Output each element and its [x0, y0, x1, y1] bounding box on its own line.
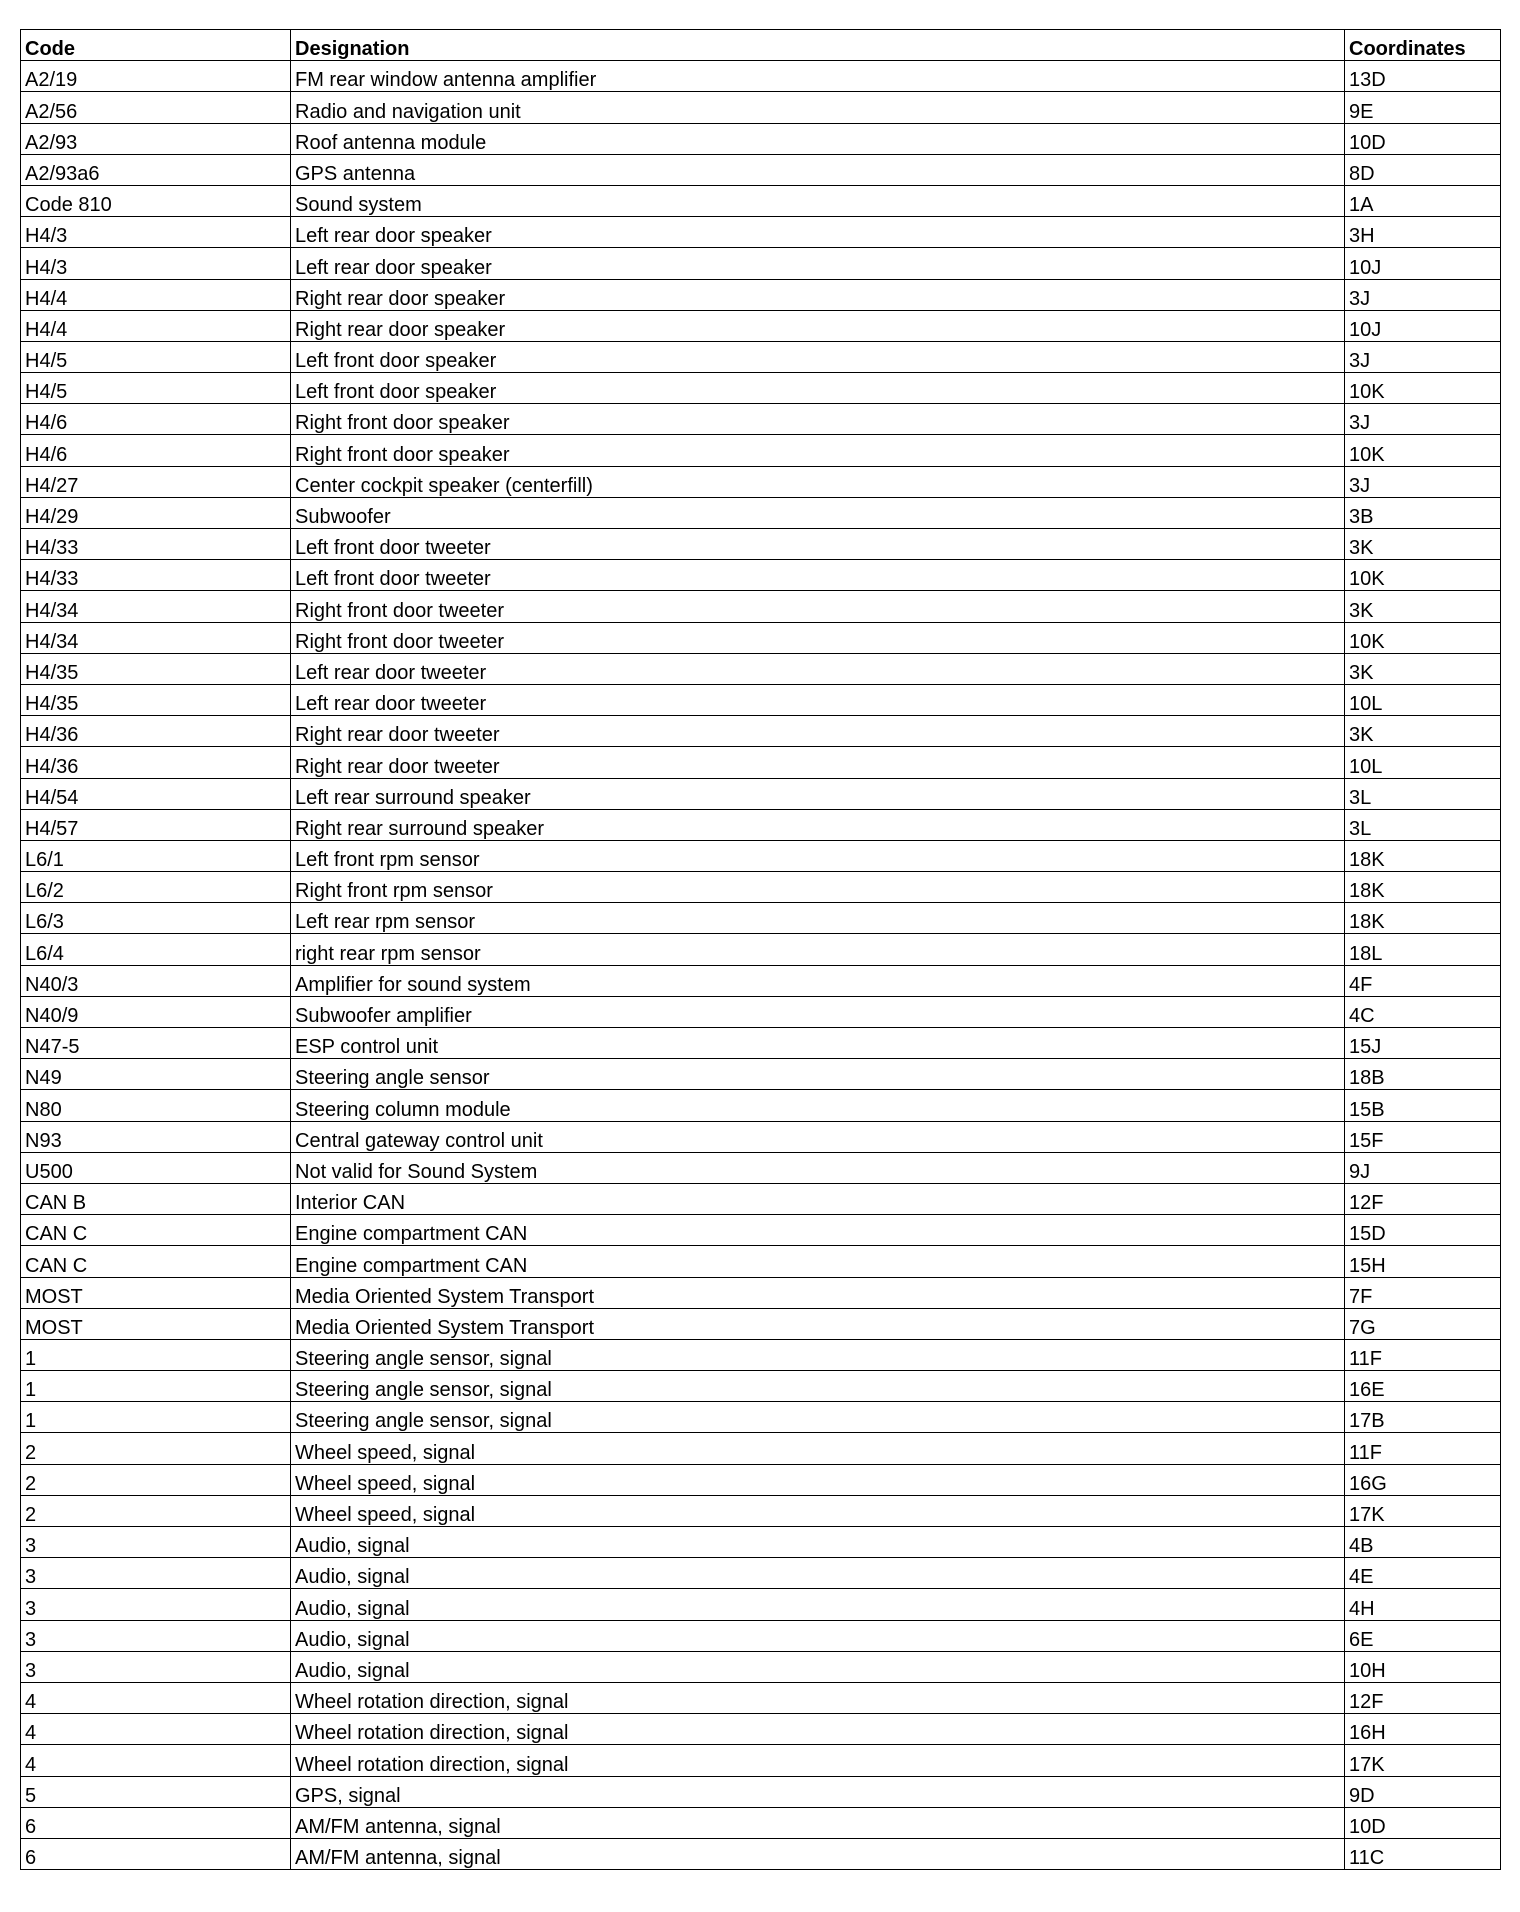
cell-designation: Right front door speaker	[291, 404, 1345, 435]
cell-coordinates: 1A	[1345, 185, 1501, 216]
cell-coordinates: 18K	[1345, 872, 1501, 903]
table-row	[21, 1776, 1501, 1807]
cell-designation: Audio, signal	[291, 1558, 1345, 1589]
cell-code: L6/3	[21, 903, 291, 934]
cell-coordinates: 11C	[1345, 1838, 1501, 1869]
cell-designation: Steering angle sensor, signal	[291, 1402, 1345, 1433]
cell-code: H4/35	[21, 684, 291, 715]
cell-code: 2	[21, 1433, 291, 1464]
table-row	[21, 1059, 1501, 1090]
table-row	[21, 217, 1501, 248]
cell-code: H4/5	[21, 373, 291, 404]
cell-coordinates: 4F	[1345, 965, 1501, 996]
table-row	[21, 1651, 1501, 1682]
table-row	[21, 1121, 1501, 1152]
cell-coordinates: 16H	[1345, 1714, 1501, 1745]
cell-code: H4/33	[21, 529, 291, 560]
table-row	[21, 1589, 1501, 1620]
cell-code: 2	[21, 1464, 291, 1495]
cell-coordinates: 17B	[1345, 1402, 1501, 1433]
cell-designation: Subwoofer amplifier	[291, 996, 1345, 1027]
table-body	[21, 61, 1501, 1870]
cell-code: 1	[21, 1339, 291, 1370]
cell-coordinates: 11F	[1345, 1339, 1501, 1370]
cell-code: H4/33	[21, 560, 291, 591]
cell-designation: Right rear surround speaker	[291, 809, 1345, 840]
cell-code: 6	[21, 1807, 291, 1838]
cell-coordinates: 3K	[1345, 529, 1501, 560]
cell-code: H4/36	[21, 747, 291, 778]
cell-code: CAN C	[21, 1246, 291, 1277]
table-row	[21, 1838, 1501, 1869]
cell-designation: Wheel rotation direction, signal	[291, 1682, 1345, 1713]
table-row	[21, 310, 1501, 341]
cell-code: 4	[21, 1745, 291, 1776]
cell-designation: Center cockpit speaker (centerfill)	[291, 466, 1345, 497]
table-row	[21, 497, 1501, 528]
cell-designation: Right rear door tweeter	[291, 747, 1345, 778]
table-row	[21, 778, 1501, 809]
table-row	[21, 1527, 1501, 1558]
table-row	[21, 61, 1501, 92]
table-row	[21, 1215, 1501, 1246]
cell-coordinates: 17K	[1345, 1495, 1501, 1526]
cell-designation: Left rear surround speaker	[291, 778, 1345, 809]
table-row	[21, 1433, 1501, 1464]
cell-coordinates: 6E	[1345, 1620, 1501, 1651]
cell-designation: Right front door tweeter	[291, 622, 1345, 653]
cell-code: A2/93	[21, 123, 291, 154]
header-designation: Designation	[291, 30, 1345, 61]
cell-designation: Right rear door speaker	[291, 279, 1345, 310]
cell-coordinates: 3B	[1345, 497, 1501, 528]
cell-coordinates: 10L	[1345, 747, 1501, 778]
cell-coordinates: 3L	[1345, 809, 1501, 840]
cell-code: H4/35	[21, 653, 291, 684]
table-row	[21, 1402, 1501, 1433]
cell-code: 2	[21, 1495, 291, 1526]
table-row	[21, 92, 1501, 123]
cell-coordinates: 4E	[1345, 1558, 1501, 1589]
cell-coordinates: 15H	[1345, 1246, 1501, 1277]
cell-code: A2/56	[21, 92, 291, 123]
cell-coordinates: 10K	[1345, 373, 1501, 404]
table-row	[21, 1495, 1501, 1526]
cell-code: H4/4	[21, 279, 291, 310]
table-row	[21, 1028, 1501, 1059]
cell-code: H4/34	[21, 622, 291, 653]
cell-designation: Steering angle sensor, signal	[291, 1339, 1345, 1370]
cell-code: 3	[21, 1620, 291, 1651]
cell-coordinates: 4B	[1345, 1527, 1501, 1558]
cell-code: 4	[21, 1682, 291, 1713]
cell-designation: Right rear door tweeter	[291, 716, 1345, 747]
table-row	[21, 1152, 1501, 1183]
component-legend-table	[20, 29, 1501, 1870]
table-row	[21, 435, 1501, 466]
cell-designation: Subwoofer	[291, 497, 1345, 528]
cell-code: N80	[21, 1090, 291, 1121]
cell-coordinates: 3K	[1345, 653, 1501, 684]
cell-code: H4/57	[21, 809, 291, 840]
cell-code: L6/4	[21, 934, 291, 965]
cell-code: Code 810	[21, 185, 291, 216]
cell-designation: Left front door speaker	[291, 373, 1345, 404]
cell-coordinates: 18L	[1345, 934, 1501, 965]
table-row	[21, 1745, 1501, 1776]
cell-designation: Audio, signal	[291, 1589, 1345, 1620]
cell-designation: ESP control unit	[291, 1028, 1345, 1059]
table-row	[21, 934, 1501, 965]
cell-designation: Wheel speed, signal	[291, 1495, 1345, 1526]
cell-code: N93	[21, 1121, 291, 1152]
cell-code: H4/6	[21, 404, 291, 435]
cell-coordinates: 15D	[1345, 1215, 1501, 1246]
cell-designation: Left front door tweeter	[291, 560, 1345, 591]
cell-coordinates: 15F	[1345, 1121, 1501, 1152]
table-row	[21, 341, 1501, 372]
table-row	[21, 1807, 1501, 1838]
cell-code: A2/93a6	[21, 154, 291, 185]
table-row	[21, 529, 1501, 560]
cell-code: H4/27	[21, 466, 291, 497]
cell-designation: Roof antenna module	[291, 123, 1345, 154]
table-row	[21, 1682, 1501, 1713]
cell-code: H4/6	[21, 435, 291, 466]
cell-code: 4	[21, 1714, 291, 1745]
cell-coordinates: 7F	[1345, 1277, 1501, 1308]
table-row	[21, 622, 1501, 653]
cell-code: MOST	[21, 1308, 291, 1339]
table-row	[21, 872, 1501, 903]
cell-designation: Wheel rotation direction, signal	[291, 1745, 1345, 1776]
cell-designation: Amplifier for sound system	[291, 965, 1345, 996]
cell-code: U500	[21, 1152, 291, 1183]
table-row	[21, 903, 1501, 934]
cell-designation: Left rear door speaker	[291, 217, 1345, 248]
cell-code: L6/1	[21, 840, 291, 871]
cell-coordinates: 7G	[1345, 1308, 1501, 1339]
cell-coordinates: 10K	[1345, 435, 1501, 466]
cell-designation: Interior CAN	[291, 1183, 1345, 1214]
table-row	[21, 1308, 1501, 1339]
cell-designation: Left rear rpm sensor	[291, 903, 1345, 934]
cell-code: 3	[21, 1558, 291, 1589]
cell-designation: FM rear window antenna amplifier	[291, 61, 1345, 92]
table-row	[21, 747, 1501, 778]
cell-designation: Audio, signal	[291, 1620, 1345, 1651]
cell-code: H4/5	[21, 341, 291, 372]
table-row	[21, 1558, 1501, 1589]
cell-code: 5	[21, 1776, 291, 1807]
cell-code: H4/3	[21, 248, 291, 279]
table-header-row	[21, 30, 1501, 61]
cell-coordinates: 3L	[1345, 778, 1501, 809]
cell-coordinates: 10L	[1345, 684, 1501, 715]
cell-coordinates: 12F	[1345, 1183, 1501, 1214]
cell-code: H4/36	[21, 716, 291, 747]
cell-designation: Engine compartment CAN	[291, 1215, 1345, 1246]
table-row	[21, 185, 1501, 216]
table-row	[21, 1339, 1501, 1370]
cell-code: 3	[21, 1589, 291, 1620]
cell-coordinates: 8D	[1345, 154, 1501, 185]
cell-coordinates: 17K	[1345, 1745, 1501, 1776]
cell-coordinates: 3K	[1345, 591, 1501, 622]
cell-designation: GPS antenna	[291, 154, 1345, 185]
cell-code: 6	[21, 1838, 291, 1869]
cell-designation: Left front rpm sensor	[291, 840, 1345, 871]
cell-code: H4/3	[21, 217, 291, 248]
cell-code: 1	[21, 1402, 291, 1433]
cell-coordinates: 3J	[1345, 341, 1501, 372]
cell-designation: AM/FM antenna, signal	[291, 1807, 1345, 1838]
cell-designation: Wheel speed, signal	[291, 1464, 1345, 1495]
table-row	[21, 1183, 1501, 1214]
cell-coordinates: 4H	[1345, 1589, 1501, 1620]
table-row	[21, 1246, 1501, 1277]
cell-coordinates: 16E	[1345, 1371, 1501, 1402]
cell-coordinates: 13D	[1345, 61, 1501, 92]
cell-coordinates: 9J	[1345, 1152, 1501, 1183]
cell-coordinates: 18K	[1345, 840, 1501, 871]
cell-designation: Right front rpm sensor	[291, 872, 1345, 903]
table-row	[21, 1371, 1501, 1402]
cell-code: H4/34	[21, 591, 291, 622]
table-row	[21, 404, 1501, 435]
cell-coordinates: 10J	[1345, 248, 1501, 279]
cell-designation: Right rear door speaker	[291, 310, 1345, 341]
header-coordinates: Coordinates	[1345, 30, 1501, 61]
cell-coordinates: 9E	[1345, 92, 1501, 123]
cell-coordinates: 10J	[1345, 310, 1501, 341]
cell-coordinates: 18K	[1345, 903, 1501, 934]
cell-designation: Engine compartment CAN	[291, 1246, 1345, 1277]
cell-designation: Steering angle sensor, signal	[291, 1371, 1345, 1402]
cell-code: N40/9	[21, 996, 291, 1027]
cell-code: H4/4	[21, 310, 291, 341]
cell-designation: Left rear door speaker	[291, 248, 1345, 279]
cell-designation: Left front door speaker	[291, 341, 1345, 372]
cell-designation: Left rear door tweeter	[291, 653, 1345, 684]
cell-code: MOST	[21, 1277, 291, 1308]
table-row	[21, 248, 1501, 279]
cell-code: CAN B	[21, 1183, 291, 1214]
cell-coordinates: 10D	[1345, 123, 1501, 154]
cell-designation: Media Oriented System Transport	[291, 1277, 1345, 1308]
cell-designation: Wheel speed, signal	[291, 1433, 1345, 1464]
table-row	[21, 1464, 1501, 1495]
cell-designation: Right front door tweeter	[291, 591, 1345, 622]
cell-designation: Left front door tweeter	[291, 529, 1345, 560]
cell-coordinates: 16G	[1345, 1464, 1501, 1495]
table-row	[21, 653, 1501, 684]
cell-coordinates: 10K	[1345, 560, 1501, 591]
cell-code: A2/19	[21, 61, 291, 92]
cell-coordinates: 4C	[1345, 996, 1501, 1027]
cell-designation: GPS, signal	[291, 1776, 1345, 1807]
table-row	[21, 279, 1501, 310]
cell-code: H4/54	[21, 778, 291, 809]
cell-designation: Radio and navigation unit	[291, 92, 1345, 123]
cell-designation: Right front door speaker	[291, 435, 1345, 466]
table-row	[21, 466, 1501, 497]
cell-coordinates: 3K	[1345, 716, 1501, 747]
table-row	[21, 1714, 1501, 1745]
cell-coordinates: 3H	[1345, 217, 1501, 248]
table-row	[21, 373, 1501, 404]
cell-designation: Steering column module	[291, 1090, 1345, 1121]
cell-coordinates: 10K	[1345, 622, 1501, 653]
cell-code: 3	[21, 1527, 291, 1558]
cell-designation: Media Oriented System Transport	[291, 1308, 1345, 1339]
cell-designation: Steering angle sensor	[291, 1059, 1345, 1090]
cell-code: 1	[21, 1371, 291, 1402]
cell-code: N47-5	[21, 1028, 291, 1059]
table-row	[21, 591, 1501, 622]
table-row	[21, 1620, 1501, 1651]
cell-coordinates: 18B	[1345, 1059, 1501, 1090]
table-row	[21, 154, 1501, 185]
cell-designation: Left rear door tweeter	[291, 684, 1345, 715]
cell-designation: Not valid for Sound System	[291, 1152, 1345, 1183]
cell-code: N40/3	[21, 965, 291, 996]
table-row	[21, 123, 1501, 154]
cell-code: N49	[21, 1059, 291, 1090]
cell-coordinates: 11F	[1345, 1433, 1501, 1464]
cell-code: H4/29	[21, 497, 291, 528]
table-row	[21, 1277, 1501, 1308]
cell-designation: Wheel rotation direction, signal	[291, 1714, 1345, 1745]
cell-coordinates: 3J	[1345, 279, 1501, 310]
table-row	[21, 684, 1501, 715]
cell-coordinates: 12F	[1345, 1682, 1501, 1713]
cell-designation: AM/FM antenna, signal	[291, 1838, 1345, 1869]
cell-coordinates: 3J	[1345, 404, 1501, 435]
cell-code: 3	[21, 1651, 291, 1682]
cell-code: L6/2	[21, 872, 291, 903]
table-row	[21, 996, 1501, 1027]
cell-coordinates: 15J	[1345, 1028, 1501, 1059]
table-row	[21, 809, 1501, 840]
cell-coordinates: 10D	[1345, 1807, 1501, 1838]
cell-coordinates: 15B	[1345, 1090, 1501, 1121]
cell-coordinates: 3J	[1345, 466, 1501, 497]
cell-designation: right rear rpm sensor	[291, 934, 1345, 965]
cell-coordinates: 9D	[1345, 1776, 1501, 1807]
header-code: Code	[21, 30, 291, 61]
cell-designation: Sound system	[291, 185, 1345, 216]
table-row	[21, 560, 1501, 591]
cell-code: CAN C	[21, 1215, 291, 1246]
table-row	[21, 965, 1501, 996]
cell-designation: Audio, signal	[291, 1651, 1345, 1682]
cell-designation: Audio, signal	[291, 1527, 1345, 1558]
cell-coordinates: 10H	[1345, 1651, 1501, 1682]
table-row	[21, 716, 1501, 747]
table-row	[21, 840, 1501, 871]
cell-designation: Central gateway control unit	[291, 1121, 1345, 1152]
table-row	[21, 1090, 1501, 1121]
